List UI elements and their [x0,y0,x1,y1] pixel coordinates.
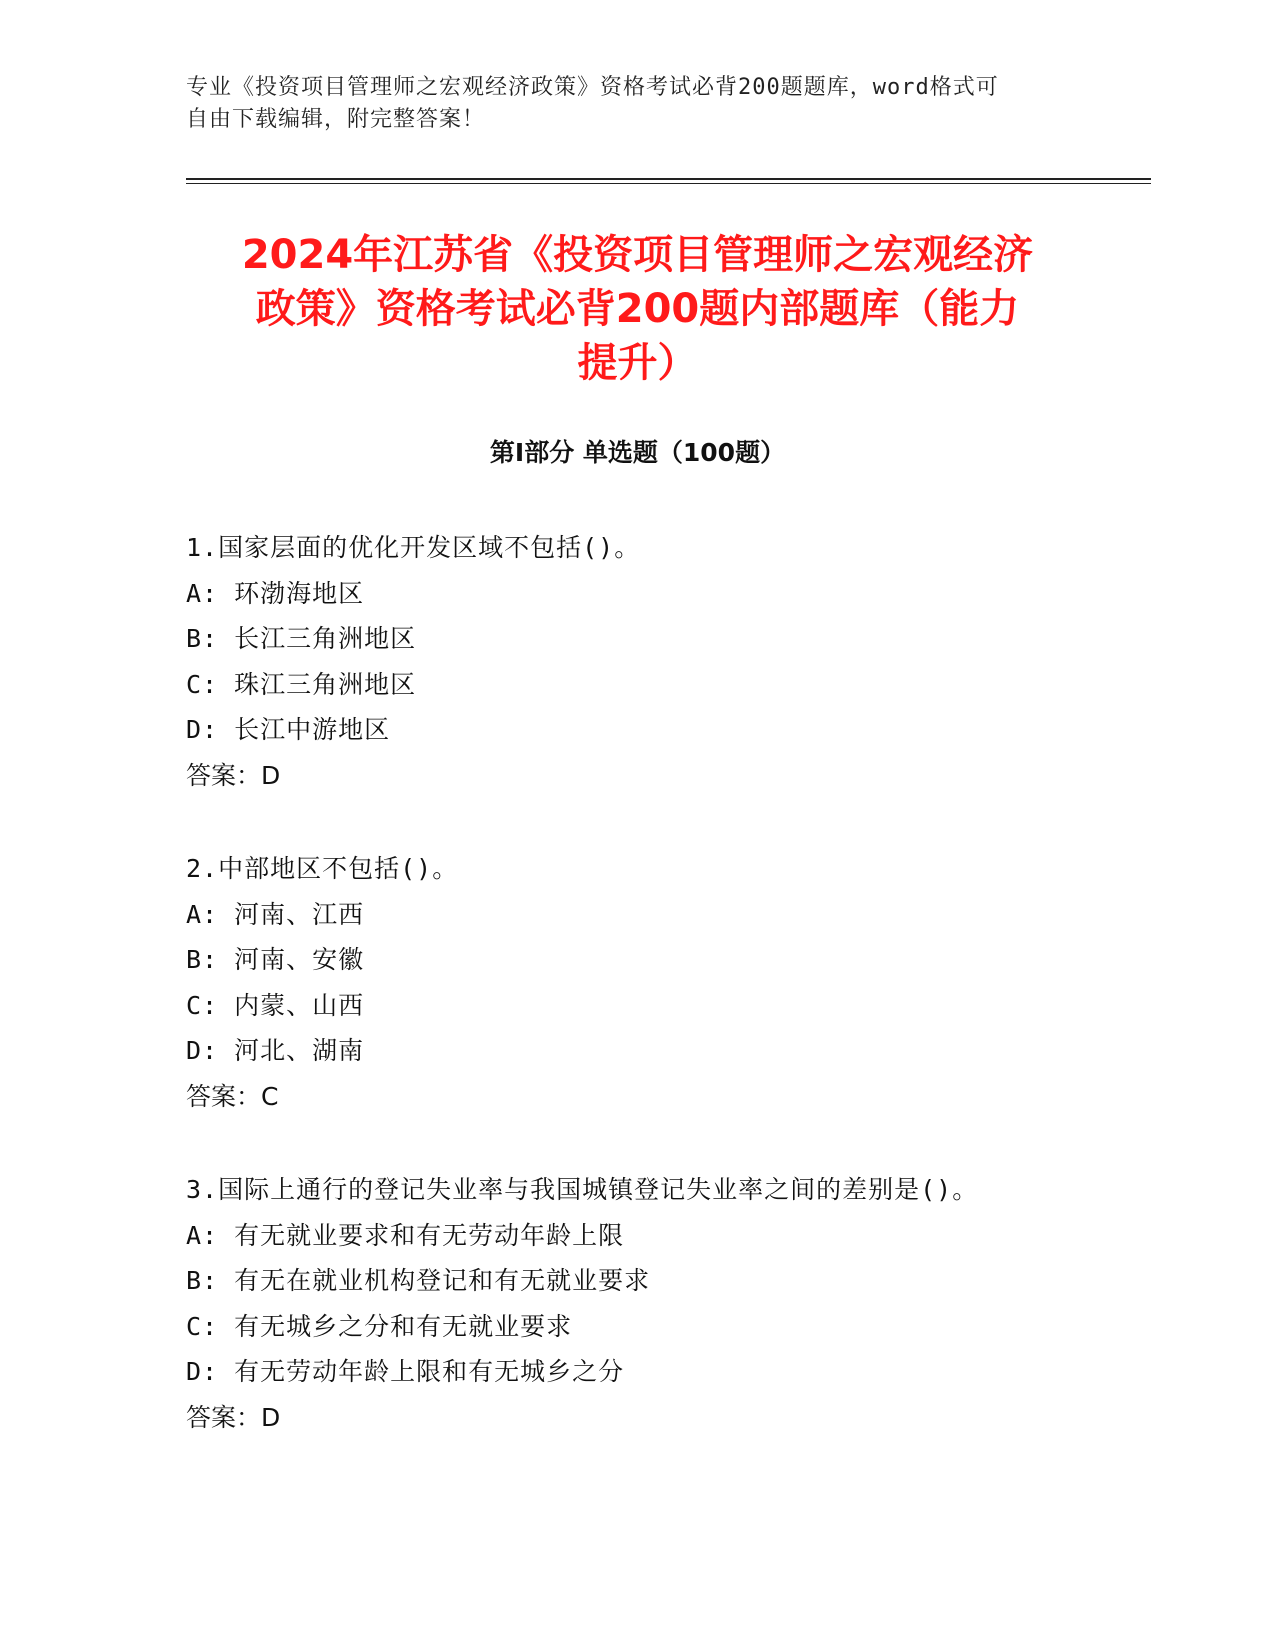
option-c: C: 珠江三角洲地区 [186,669,417,699]
title-line-2: 政策》资格考试必背200题内部题库（能力 [255,286,1020,332]
option-c: C: 有无城乡之分和有无就业要求 [186,1311,573,1341]
question-1 [186,525,1106,798]
option-c: C: 内蒙、山西 [186,990,365,1020]
header-note [186,72,1076,136]
document-title [150,228,1125,390]
option-b: B: 长江三角洲地区 [186,624,417,653]
header-divider [186,178,1151,184]
option-d: D: 长江中游地区 [186,715,391,744]
title-line-1: 2024年江苏省《投资项目管理师之宏观经济 [241,232,1034,278]
question-stem: 2.中部地区不包括()。 [186,854,459,883]
option-b: B: 河南、安徽 [186,945,365,974]
option-d: D: 有无劳动年龄上限和有无城乡之分 [186,1357,625,1386]
answer: 答案：D [186,1402,281,1432]
section-title: 第Ⅰ部分 单选题（100题） [489,438,786,467]
option-b: B: 有无在就业机构登记和有无就业要求 [186,1266,651,1295]
question-list [186,525,1106,1488]
option-a: A: 河南、江西 [186,899,365,929]
option-d: D: 河北、湖南 [186,1036,365,1065]
option-a: A: 有无就业要求和有无劳动年龄上限 [186,1220,625,1250]
header-note-line-1: 专业《投资项目管理师之宏观经济政策》资格考试必背200题题库，word格式可 [186,75,999,100]
title-line-3: 提升） [577,340,698,386]
question-stem: 1.国家层面的优化开发区域不包括()。 [186,533,641,562]
header-note-line-2: 自由下载编辑，附完整答案！ [186,107,486,132]
question-2 [186,846,1106,1119]
answer: 答案：D [186,760,281,790]
option-a: A: 环渤海地区 [186,578,365,608]
answer: 答案：C [186,1081,279,1111]
question-3 [186,1167,1106,1440]
question-stem: 3.国际上通行的登记失业率与我国城镇登记失业率之间的差别是()。 [186,1175,979,1204]
